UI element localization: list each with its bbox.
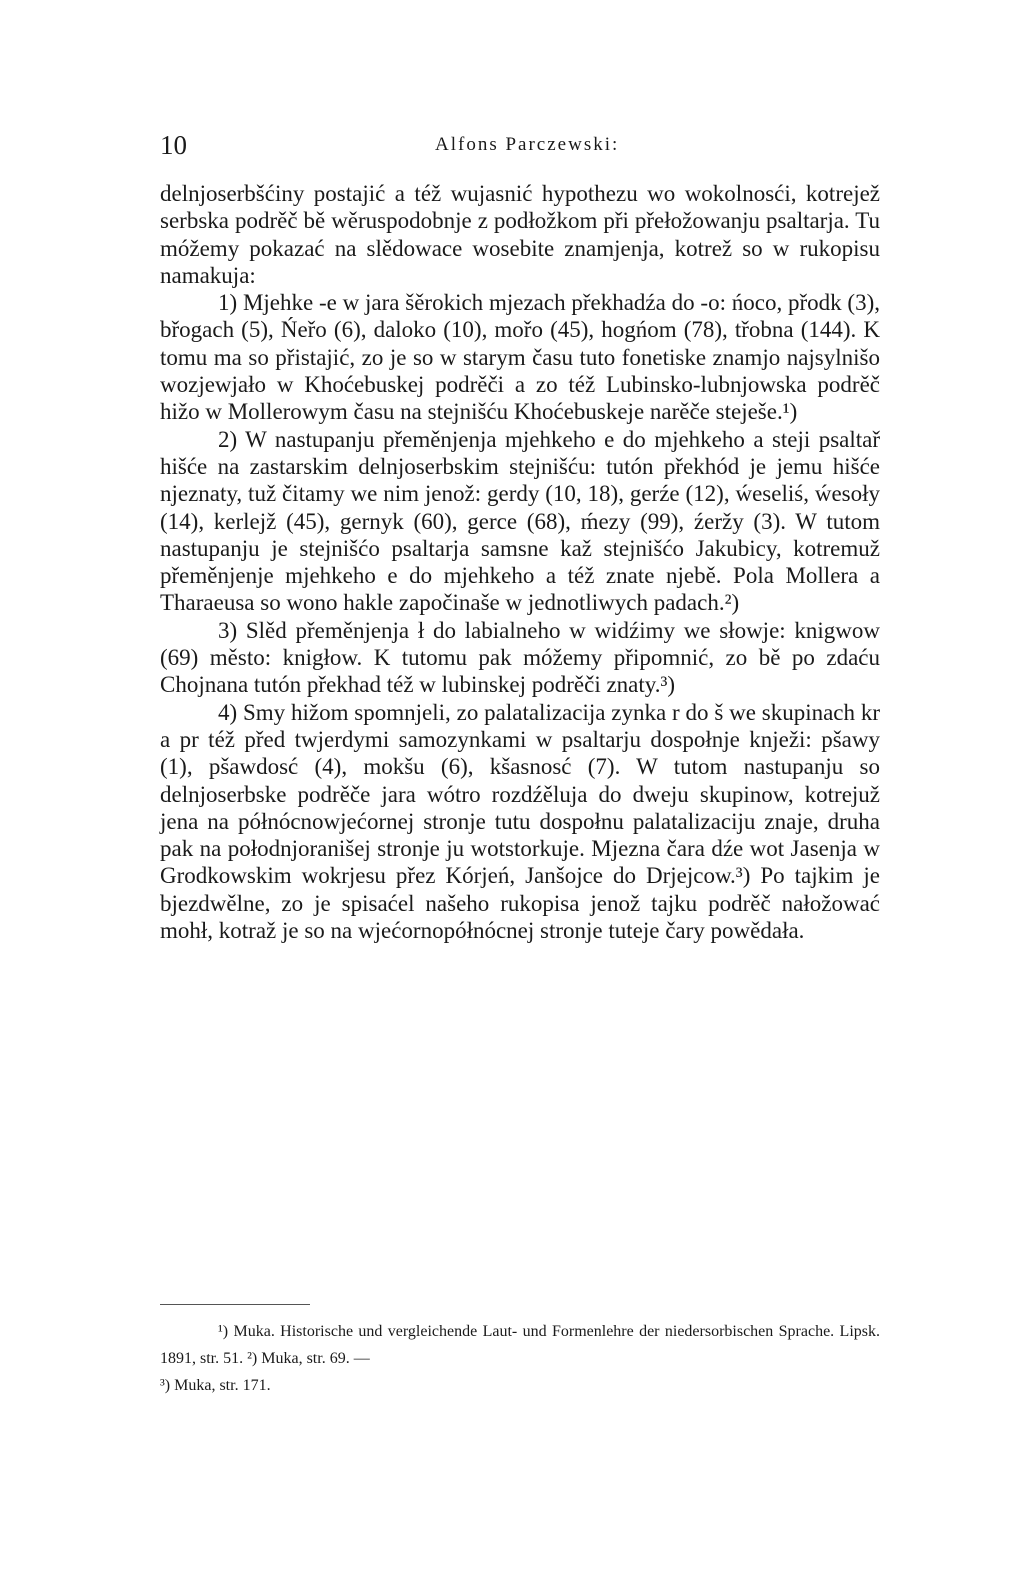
- page-number: 10: [160, 130, 187, 160]
- paragraph-point-2: 2) W nastupanju přeměnjenja mjehkeho e do mjehkeho a steji psaltař hišće na zastarskim delnjoserbskim stejnišću: tutón překhód je jemu hišće njeznaty, tuž čitamy we nim jenož: gerdy (10, 18), gerźe (12), ẃeseliś, ẃesoły (14), kerlejž (45), gernyk (60), gerce (68), ḿezy (99), źeržy (3). W tutom nastupanju je stejnišćo psaltarja samsne kaž stejnišćo Jakubicy, kotremuž přeměnjenje mjehkeho e do mjehkeho a též znate njebě. Pola Mollera a Tharaeusa so wono hakle započinaše w jednotliwych padach.²): [160, 426, 880, 616]
- paragraph-intro: delnjoserbšćiny postajić a též wujasnić hypothezu wo wokolnosći, kotrejež serbska podrěč bě wěruspodobnje z podłožkom při přełožowanju psaltarja. Tu móžemy pokazać na slědowace wosebite znamjenja, kotrež so w rukopisu namakuja:: [160, 181, 880, 288]
- footnote-1-2: ¹) Muka. Historische und vergleichende Laut- und Formenlehre der niedersorbischen Sprache. Lipsk. 1891, str. 51. ²) Muka, str. 69. —: [160, 1323, 880, 1367]
- footnotes: [160, 1318, 880, 1399]
- paragraph-point-3: 3) Slěd přeměnjenja ł do labialneho w widźimy we słowje: knigwow (69) město: knigłow. K tutomu pak móžemy připomnić, zo bě po zdaću Chojnana tutón překhad též w lubinskej podrěči znaty.³): [160, 617, 880, 698]
- body-text: [160, 180, 880, 944]
- page-header: [160, 130, 880, 160]
- footnote-divider: [160, 1304, 310, 1305]
- running-head: Alfons Parczewski:: [435, 134, 620, 155]
- footnote-3: ³) Muka, str. 171.: [160, 1377, 271, 1394]
- paragraph-point-1: 1) Mjehke -e w jara šěrokich mjezach překhadźa do -o: ńoco, přodk (3), břogach (5), Ńeřo (6), daloko (10), mořo (45), hogńom (78), třobna (144). K tomu ma so přistajić, zo je so w starym času tuto fonetiske znamjo najsylnišo wozjewjało w Khoćebuskej podrěči a zo též Lubinsko-lubnjowska podrěč hižo w Mollerowym času na stejnišću Khoćebuskeje narěče steješe.¹): [160, 290, 880, 425]
- paragraph-point-4: 4) Smy hižom spomnjeli, zo palatalizacija zynka r do š we skupinach kr a pr též před twjerdymi samozynkami w psaltarju dospołnje knježi: pšawy (1), pšawdosć (4), mokšu (6), kšasnosć (7). W tutom nastupanju so delnjoserbske podrěče jara wótro rozdźěluja do dweju skupinow, kotrejuž jena na półnócnowjećornej stronje tutu dospołnu palatalizaciju znaje, druha pak na połodnjoranišej stronje ju wotstorkuje. Mjezna čara dźe wot Jasenja w Grodkowskim wokrjesu přez Kórjeń, Janšojce do Drjejcow.³) Po tajkim je bjezdwělne, zo je spisaćel našeho rukopisa jenož tajku podrěč nałožować mohł, kotraž je so na wjećornopółnócnej stronje tuteje čary powědała.: [160, 699, 880, 944]
